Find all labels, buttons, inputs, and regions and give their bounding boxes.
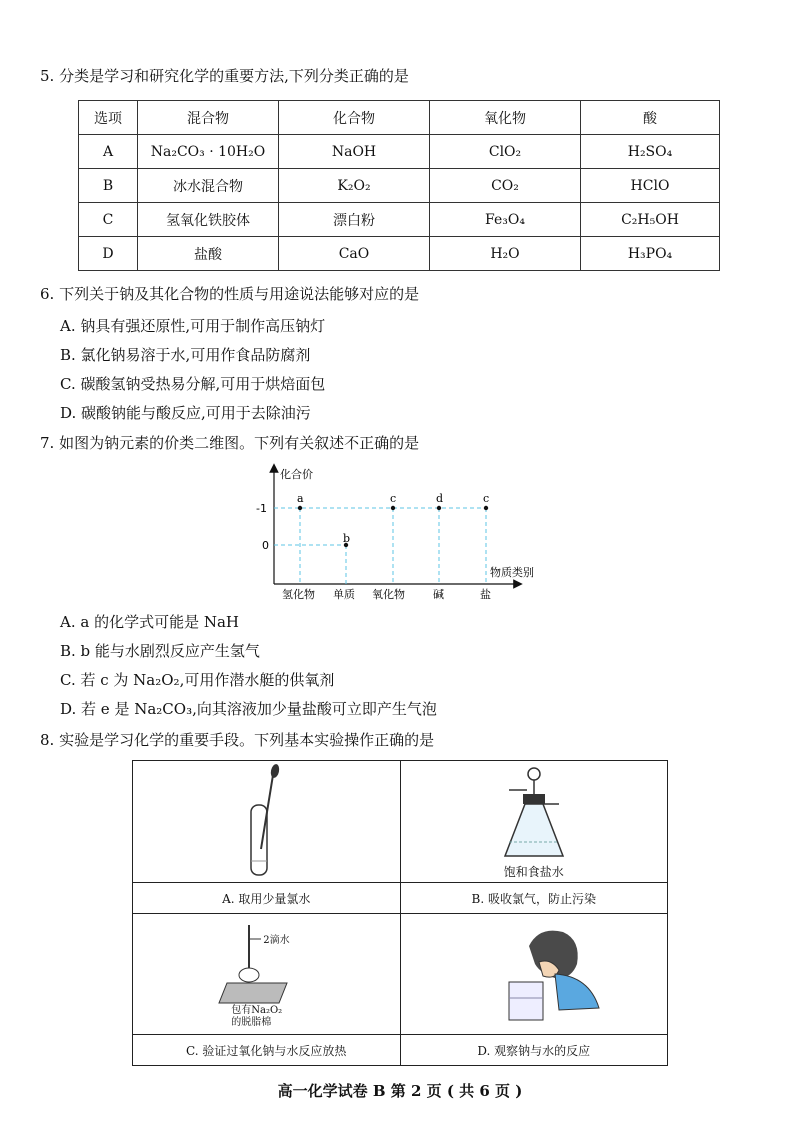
page-footer: 高一化学试卷 B 第 2 页 ( 共 6 页 ) (277, 1082, 523, 1100)
valence-class-chart (240, 462, 540, 602)
q6-option-c: C. 碳酸氢钠受热易分解,可用于烘焙面包 (60, 375, 326, 393)
header-cell: 氧化物 (430, 101, 581, 135)
point-a (298, 506, 302, 510)
observer-beaker-icon (459, 918, 609, 1028)
drop-label: 2滴水 (263, 935, 290, 946)
point-label: c (390, 492, 397, 505)
table-cell: D (79, 237, 138, 271)
y-tick-label: -1 (256, 502, 267, 515)
table-cell: NaOH (279, 135, 430, 169)
point-c (391, 506, 395, 510)
point-label: c (483, 492, 490, 505)
table-cell: C₂H₅OH (581, 203, 720, 237)
table-header-row (79, 101, 720, 135)
q7-option-b: B. b 能与水剧烈反应产生氢气 (60, 642, 260, 660)
category-label: 氢化物 (282, 588, 315, 601)
y-axis-label: 化合价 (280, 468, 313, 481)
point-label: d (436, 492, 444, 505)
dropper-test-tube-icon (191, 761, 341, 879)
table-cell: H₃PO₄ (581, 237, 720, 271)
experiment-b-image (400, 761, 668, 883)
experiment-d-image (400, 914, 668, 1035)
y-tick-label: 0 (262, 539, 269, 552)
table-cell: 氢氧化铁胶体 (138, 203, 279, 237)
x-axis-label: 物质类别 (490, 566, 534, 579)
q7-stem: 7. 如图为钠元素的价类二维图。下列有关叙述不正确的是 (40, 434, 420, 452)
table-cell: C (79, 203, 138, 237)
table-row (79, 237, 720, 271)
classification-table (78, 100, 720, 271)
category-label: 氧化物 (372, 588, 405, 601)
q6-stem: 6. 下列关于钠及其化合物的性质与用途说法能够对应的是 (40, 285, 420, 303)
table-cell: CaO (279, 237, 430, 271)
table-cell: Na₂CO₃ · 10H₂O (138, 135, 279, 169)
gas-bottle-icon (459, 764, 609, 864)
experiment-c-image (133, 914, 401, 1035)
q5-stem: 5. 分类是学习和研究化学的重要方法,下列分类正确的是 (40, 67, 409, 85)
point-e (484, 506, 488, 510)
q8-stem: 8. 实验是学习化学的重要手段。下列基本实验操作正确的是 (40, 731, 435, 749)
table-cell: CO₂ (430, 169, 581, 203)
bottle-label: 饱和食盐水 (503, 864, 564, 879)
point-label: a (297, 492, 304, 505)
table-row (79, 203, 720, 237)
cotton-label-line1: 包有Na₂O₂ (231, 1005, 283, 1016)
caption-a: A. 取用少量氯水 (133, 883, 401, 914)
caption-d: D. 观察钠与水的反应 (400, 1035, 668, 1066)
table-cell: HClO (581, 169, 720, 203)
caption-c: C. 验证过氧化钠与水反应放热 (133, 1035, 401, 1066)
category-label: 单质 (333, 588, 355, 601)
table-cell: 漂白粉 (279, 203, 430, 237)
table-cell: ClO₂ (430, 135, 581, 169)
point-d (437, 506, 441, 510)
table-row (79, 169, 720, 203)
q7-option-c: C. 若 c 为 Na₂O₂,可用作潜水艇的供氧剂 (60, 671, 335, 689)
q7-option-a: A. a 的化学式可能是 NaH (60, 613, 239, 631)
caption-b: B. 吸收氯气，防止污染 (400, 883, 668, 914)
table-cell: H₂O (430, 237, 581, 271)
q6-option-b: B. 氯化钠易溶于水,可用作食品防腐剂 (60, 346, 311, 364)
cotton-label-line2: 的脱脂棉 (231, 1017, 272, 1028)
table-cell: 冰水混合物 (138, 169, 279, 203)
q6-option-d: D. 碳酸钠能与酸反应,可用于去除油污 (60, 404, 311, 422)
table-cell: K₂O₂ (279, 169, 430, 203)
header-cell: 混合物 (138, 101, 279, 135)
point-label: b (343, 532, 351, 545)
category-label: 盐 (480, 588, 491, 601)
header-cell: 化合物 (279, 101, 430, 135)
category-label: 碱 (433, 588, 444, 601)
q7-option-d: D. 若 e 是 Na₂CO₃,向其溶液加少量盐酸可立即产生气泡 (60, 700, 437, 718)
table-row (79, 135, 720, 169)
table-cell: 盐酸 (138, 237, 279, 271)
table-cell: Fe₃O₄ (430, 203, 581, 237)
experiment-grid (132, 760, 668, 1066)
table-cell: A (79, 135, 138, 169)
table-cell: H₂SO₄ (581, 135, 720, 169)
header-cell: 选项 (79, 101, 138, 135)
experiment-a-image (133, 761, 401, 883)
table-cell: B (79, 169, 138, 203)
q6-option-a: A. 钠具有强还原性,可用于制作高压钠灯 (60, 317, 326, 335)
header-cell: 酸 (581, 101, 720, 135)
